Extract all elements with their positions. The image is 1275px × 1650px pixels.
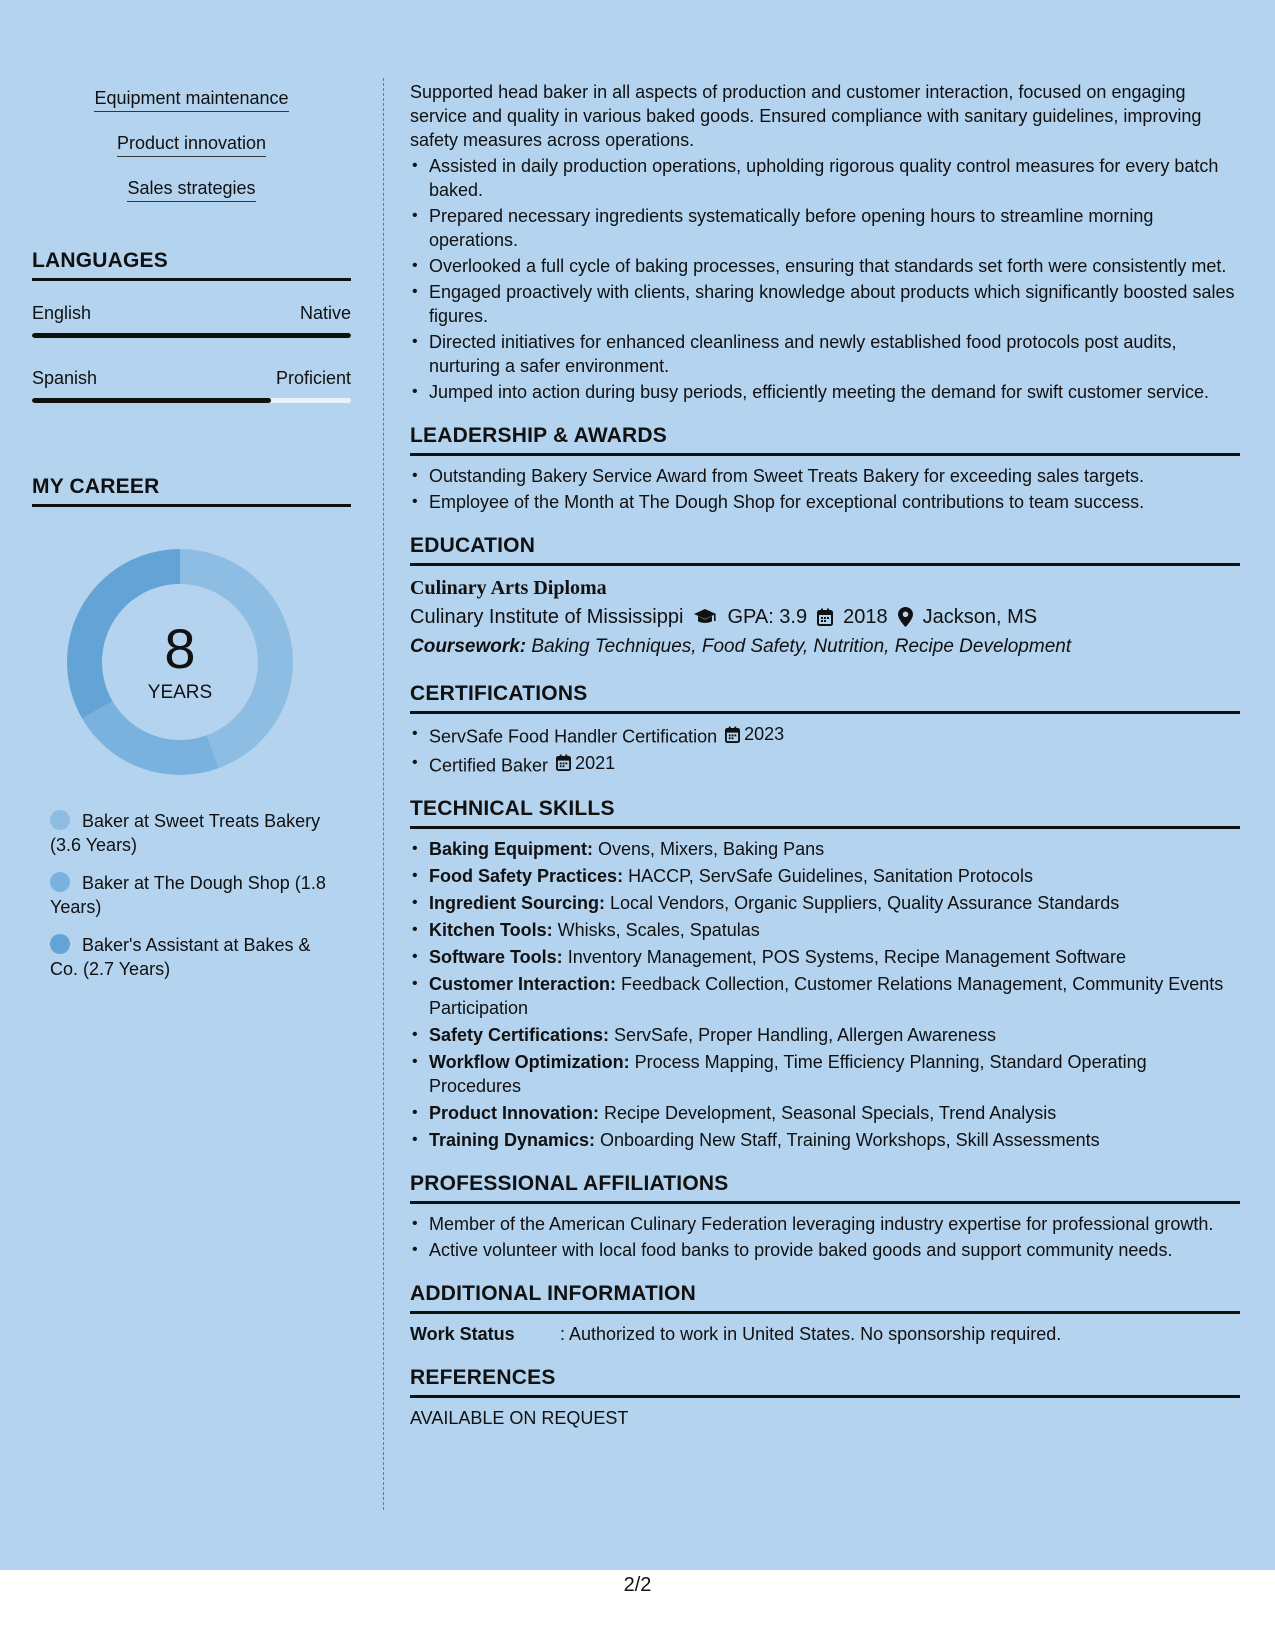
languages-heading: LANGUAGES (32, 249, 351, 281)
language-item (32, 301, 351, 338)
language-level: Native (299, 303, 351, 323)
skill-item (429, 1128, 1240, 1152)
awards-list (410, 464, 1240, 514)
education-school: Culinary Institute of Mississippi (410, 606, 684, 628)
education-coursework (410, 632, 1240, 662)
experience-bullet: • Engaged proactively with clients, sharing knowledge about products which significantly boosted sales figures. (429, 280, 1240, 328)
additional-info-heading: ADDITIONAL INFORMATION (410, 1282, 1240, 1314)
skill-item (429, 864, 1240, 888)
skill-value: Recipe Development, Seasonal Specials, Trend Analysis (599, 1103, 1057, 1123)
experience-bullet: • Prepared necessary ingredients systematically before opening hours to streamline morning operations. (429, 204, 1240, 252)
skill-value: ServSafe, Proper Handling, Allergen Awareness (609, 1025, 996, 1045)
experience-summary: Supported head baker in all aspects of production and customer interaction, focused on engaging service and quality in various baked goods. Ensured compliance with sanitary guidelines, improving safety measures across operations. (410, 82, 1202, 150)
legend-item (50, 809, 340, 857)
career-legend (50, 809, 340, 981)
skill-link[interactable]: Sales strategies (127, 176, 255, 202)
skill-label: Product Innovation: (429, 1103, 599, 1123)
language-bar-fill (32, 398, 271, 403)
certifications-heading: CERTIFICATIONS (410, 682, 1240, 714)
career-heading: MY CAREER (32, 475, 351, 507)
skill-value: Process Mapping, Time Efficiency Planning, Standard Operating Procedures (429, 1052, 1147, 1096)
right-column (410, 80, 1240, 1430)
skill-label: Baking Equipment: (429, 839, 594, 859)
certification-name: ServSafe Food Handler Certification (429, 726, 718, 747)
graduation-cap-icon (693, 608, 717, 626)
legend-dot (50, 810, 70, 830)
skill-item (429, 1023, 1240, 1047)
career-donut-chart (65, 547, 295, 777)
education-meta (410, 602, 1240, 632)
skill-item (429, 945, 1240, 969)
column-divider (383, 78, 384, 1510)
skill-item (429, 972, 1240, 1020)
skill-value: Whisks, Scales, Spatulas (552, 920, 760, 940)
legend-label: Baker's Assistant at Bakes & Co. (2.7 Years) (50, 935, 311, 979)
skill-label: Food Safety Practices: (429, 866, 624, 886)
affiliation-item: • Member of the American Culinary Federation leveraging industry expertise for professional growth. (429, 1212, 1240, 1236)
calendar-icon (817, 608, 833, 626)
language-bar-fill (32, 333, 351, 338)
technical-skills-list (410, 837, 1240, 1152)
language-level: Proficient (275, 368, 351, 388)
legend-item (50, 871, 340, 919)
experience-bullet: • Assisted in daily production operations, upholding rigorous quality control measures for every batch baked. (429, 154, 1240, 202)
skill-label: Safety Certifications: (429, 1025, 610, 1045)
affiliation-item: • Active volunteer with local food banks to provide baked goods and support community needs. (429, 1238, 1240, 1262)
legend-label: Baker at The Dough Shop (1.8 Years) (50, 873, 326, 917)
language-name: Spanish (32, 368, 98, 388)
legend-dot (50, 934, 70, 954)
skill-value: Feedback Collection, Customer Relations Management, Community Events Participation (429, 974, 1224, 1018)
skill-item (429, 1101, 1240, 1125)
skill-value: Inventory Management, POS Systems, Recipe Management Software (562, 947, 1126, 967)
skill-value: Onboarding New Staff, Training Workshops, Skill Assessments (595, 1130, 1100, 1150)
skill-label: Software Tools: (429, 947, 563, 967)
education-degree: Culinary Arts Diploma (410, 577, 607, 599)
career-total-unit: YEARS (147, 682, 213, 703)
experience-bullet: • Directed initiatives for enhanced cleanliness and newly established food protocols post audits, nurturing a safer environment. (429, 330, 1240, 378)
technical-skills-heading: TECHNICAL SKILLS (410, 797, 1240, 829)
skill-link[interactable]: Product innovation (117, 131, 266, 157)
career-total-years: 8 (164, 617, 196, 680)
education-location: Jackson, MS (922, 606, 1038, 628)
certification-year: 2021 (575, 752, 616, 773)
legend-item (50, 933, 340, 981)
skill-value: Local Vendors, Organic Suppliers, Quality Assurance Standards (605, 893, 1120, 913)
left-column (32, 86, 351, 995)
language-bar (32, 333, 351, 338)
skill-label: Kitchen Tools: (429, 920, 553, 940)
donut-slice-1 (82, 701, 219, 775)
experience-bullet: • Jumped into action during busy periods, efficiently meeting the demand for swift customer service. (429, 380, 1240, 404)
skill-link[interactable]: Equipment maintenance (94, 86, 288, 112)
award-item: • Employee of the Month at The Dough Shop for exceptional contributions to team success. (429, 490, 1240, 514)
affiliations-heading: PROFESSIONAL AFFILIATIONS (410, 1172, 1240, 1204)
skill-value: Ovens, Mixers, Baking Pans (593, 839, 825, 859)
affiliations-list (410, 1212, 1240, 1262)
certification-item (429, 722, 1240, 749)
coursework-label: Coursework: (410, 636, 527, 657)
skill-item (429, 891, 1240, 915)
calendar-icon (556, 754, 571, 771)
award-item: • Outstanding Bakery Service Award from Sweet Treats Bakery for exceeding sales targets. (429, 464, 1240, 488)
experience-bullets (410, 154, 1240, 404)
skill-item (429, 918, 1240, 942)
legend-label: Baker at Sweet Treats Bakery (3.6 Years) (50, 811, 321, 855)
work-status-value: : Authorized to work in United States. No sponsorship required. (560, 1324, 1062, 1344)
skill-label: Ingredient Sourcing: (429, 893, 606, 913)
location-pin-icon (898, 607, 913, 627)
language-item (32, 366, 351, 403)
skill-item (429, 1050, 1240, 1098)
references-heading: REFERENCES (410, 1366, 1240, 1398)
references-value: AVAILABLE ON REQUEST (410, 1408, 629, 1428)
skill-label: Customer Interaction: (429, 974, 617, 994)
coursework-value: Baking Techniques, Food Safety, Nutrition, Recipe Development (526, 636, 1072, 657)
certification-year: 2023 (744, 724, 785, 744)
page-number: 2/2 (623, 1574, 652, 1596)
experience-bullet: • Overlooked a full cycle of baking processes, ensuring that standards set forth were consistently met. (429, 254, 1240, 278)
calendar-icon (725, 726, 740, 743)
work-status-row (410, 1322, 1240, 1346)
skill-label: Workflow Optimization: (429, 1052, 630, 1072)
certifications-list (410, 722, 1240, 777)
work-status-label: Work Status (410, 1324, 515, 1344)
certification-name: Certified Baker (429, 755, 549, 775)
awards-heading: LEADERSHIP & AWARDS (410, 424, 1240, 456)
skill-item (429, 837, 1240, 861)
skill-label: Training Dynamics: (429, 1130, 596, 1150)
education-heading: EDUCATION (410, 534, 1240, 566)
certification-item (429, 751, 1240, 778)
education-year: 2018 (843, 606, 888, 628)
skill-value: HACCP, ServSafe Guidelines, Sanitation Protocols (623, 866, 1033, 886)
language-name: English (32, 303, 92, 323)
education-gpa: GPA: 3.9 (727, 606, 808, 628)
legend-dot (50, 872, 70, 892)
language-bar (32, 398, 351, 403)
